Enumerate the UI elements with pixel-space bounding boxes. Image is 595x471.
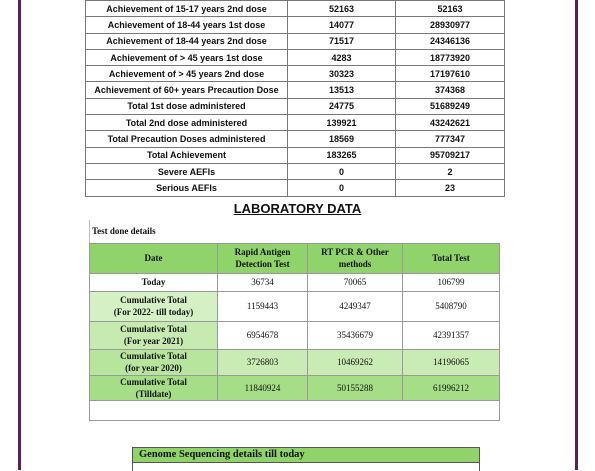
rtpcr-value: 50155288: [308, 375, 403, 400]
page-border-left: [18, 0, 21, 470]
header-date: Date: [90, 243, 218, 273]
total-value: 106799: [403, 273, 500, 291]
table-row: [90, 321, 500, 349]
total-value: 5408790: [403, 291, 500, 321]
header-total-test: Total Test: [403, 243, 500, 273]
total-value: 17197610: [396, 66, 505, 82]
table-row: [86, 1, 505, 17]
caption-row: [90, 220, 500, 243]
vaccination-table: [85, 0, 505, 197]
today-value: 52163: [288, 1, 396, 17]
table-row: [86, 163, 505, 179]
table-row: [86, 131, 505, 147]
total-value: 52163: [396, 1, 505, 17]
total-value: 2: [396, 163, 505, 179]
table-row: [86, 66, 505, 82]
genome-sequencing-box: [132, 447, 480, 471]
row-label: Achievement of > 45 years 2nd dose: [86, 66, 288, 82]
today-value: 18569: [288, 131, 396, 147]
rat-value: 36734: [218, 273, 308, 291]
rtpcr-value: 10469262: [308, 349, 403, 375]
row-label: Cumulative Total (for year 2020): [90, 349, 218, 375]
total-value: 374368: [396, 82, 505, 98]
row-label: Total Achievement: [86, 147, 288, 163]
rat-value: 6954678: [218, 321, 308, 349]
today-value: 13513: [288, 82, 396, 98]
rat-value: 11840924: [218, 375, 308, 400]
table-row: [86, 49, 505, 65]
row-label: Achievement of 60+ years Precaution Dose: [86, 82, 288, 98]
today-value: 4283: [288, 49, 396, 65]
total-value: 42391357: [403, 321, 500, 349]
row-label: Severe AEFIs: [86, 163, 288, 179]
header-row: [90, 243, 500, 273]
table-row: [86, 147, 505, 163]
row-label: Total 2nd dose administered: [86, 115, 288, 131]
total-value: 14196065: [403, 349, 500, 375]
header-rapid-antigen: Rapid Antigen Detection Test: [218, 243, 308, 273]
row-label: Achievement of 15-17 years 2nd dose: [86, 1, 288, 17]
table-row: [90, 291, 500, 321]
table-row: [90, 375, 500, 400]
table-row: [86, 115, 505, 131]
total-value: 51689249: [396, 98, 505, 114]
total-value: 95709217: [396, 147, 505, 163]
row-label: Achievement of > 45 years 1st dose: [86, 49, 288, 65]
row-label: Cumulative Total (Tilldate): [90, 375, 218, 400]
blank-row: [90, 400, 500, 420]
table-row: [90, 273, 500, 291]
rtpcr-value: 4249347: [308, 291, 403, 321]
table-row: [86, 33, 505, 49]
today-value: 0: [288, 163, 396, 179]
row-label: Today: [90, 273, 218, 291]
today-value: 14077: [288, 17, 396, 33]
row-label: Total Precaution Doses administered: [86, 131, 288, 147]
table-row: [86, 180, 505, 196]
total-value: 18773920: [396, 49, 505, 65]
total-value: 23: [396, 180, 505, 196]
header-rtpcr: RT PCR & Other methods: [308, 243, 403, 273]
laboratory-data-heading: LABORATORY DATA: [233, 201, 362, 216]
today-value: 71517: [288, 33, 396, 49]
today-value: 30323: [288, 66, 396, 82]
today-value: 183265: [288, 147, 396, 163]
row-label: Serious AEFIs: [86, 180, 288, 196]
page-border-right: [575, 0, 578, 470]
row-label: Cumulative Total (For year 2021): [90, 321, 218, 349]
table-row: [86, 17, 505, 33]
row-label: Achievement of 18-44 years 2nd dose: [86, 33, 288, 49]
genome-sequencing-heading: Genome Sequencing details till today: [133, 448, 479, 463]
row-label: Total 1st dose administered: [86, 98, 288, 114]
laboratory-table: [89, 220, 500, 421]
today-value: 139921: [288, 115, 396, 131]
rtpcr-value: 70065: [308, 273, 403, 291]
rtpcr-value: 35436679: [308, 321, 403, 349]
table-row: [90, 349, 500, 375]
table-row: [86, 82, 505, 98]
table-row: [86, 98, 505, 114]
total-value: 777347: [396, 131, 505, 147]
total-value: 24346136: [396, 33, 505, 49]
total-value: 61996212: [403, 375, 500, 400]
rat-value: 1159443: [218, 291, 308, 321]
table-caption: Test done details: [90, 220, 500, 243]
row-label: Achievement of 18-44 years 1st dose: [86, 17, 288, 33]
rat-value: 3726803: [218, 349, 308, 375]
total-value: 28930977: [396, 17, 505, 33]
row-label: Cumulative Total (For 2022- till today): [90, 291, 218, 321]
today-value: 0: [288, 180, 396, 196]
total-value: 43242621: [396, 115, 505, 131]
today-value: 24775: [288, 98, 396, 114]
